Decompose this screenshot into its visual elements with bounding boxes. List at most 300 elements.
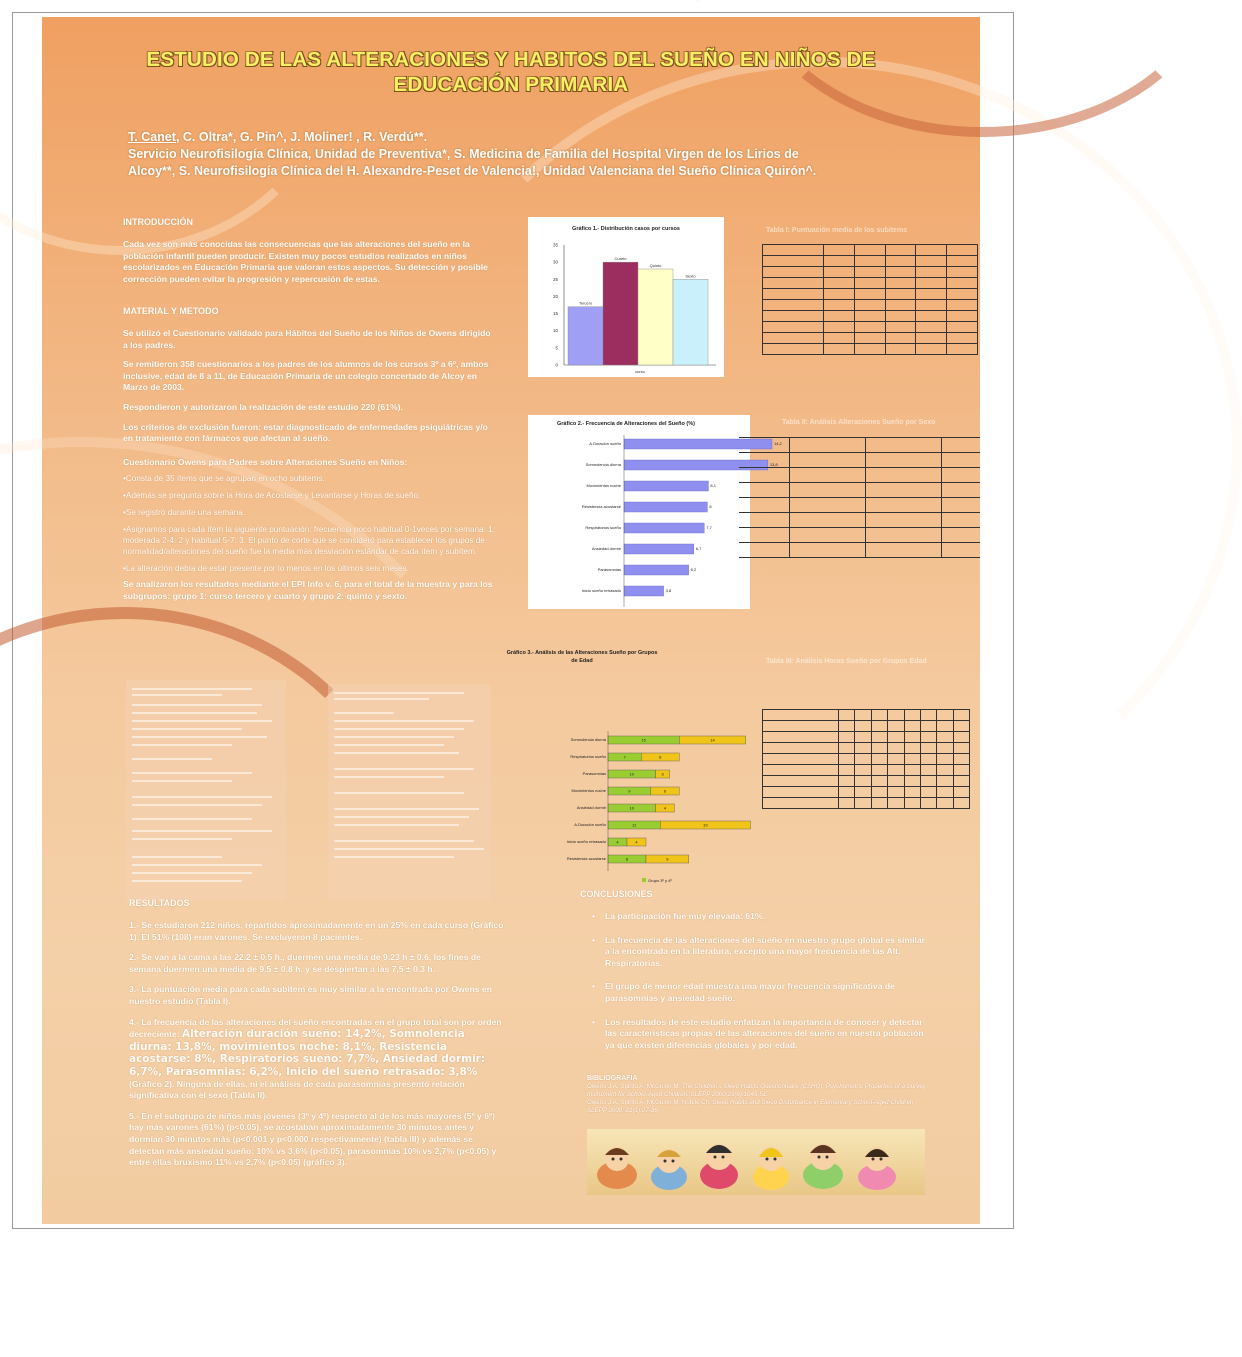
- table-cell: [828, 498, 866, 513]
- table-cell: [942, 483, 980, 498]
- table-cell: [947, 333, 978, 344]
- table-cell: [904, 776, 920, 787]
- table-cell: [854, 289, 885, 300]
- results-heading: RESULTADOS: [129, 898, 190, 908]
- conclusion-text: La frecuencia de las alteraciones del sueño en nuestro grupo global es similar a la encontrada en la literatura, excepto una mayor frecuencia de las Alt. Respiratorias.: [605, 935, 925, 968]
- results-item: 5.- En el subgrupo de niños más jóvenes (3º y 4º) respecto al de los más mayores (5º y 6º) hay más varones (61%) (p<0.05), se acostaban aproximadamente 30 minutos antes y dormían 30 minutos más (p<0.001 y p<0.000 respectivamente) (tabla III) y además se detectan más ansiedad sueño: 10% vs 3,6% (p<0.05), parasomnias 10% vs 2,7% (p<0.05) y entre ellas bruxismo 11% vs 2,7% (p<0.05) (gráfico 3).: [129, 1111, 509, 1169]
- table-cell: [885, 300, 916, 311]
- intro-text: [123, 239, 495, 285]
- table-row: [763, 322, 978, 333]
- table-cell: [947, 245, 978, 256]
- table-cell: [790, 543, 828, 558]
- poster-title: [42, 47, 980, 97]
- table-cell: [942, 453, 980, 468]
- bar-label: Cuarto: [614, 256, 627, 261]
- table-cell: [763, 732, 839, 743]
- table-row: [739, 438, 980, 453]
- table-row: [763, 743, 970, 754]
- table-cell: [854, 311, 885, 322]
- category-label: Movimientos noche: [572, 788, 607, 793]
- table-cell: [885, 322, 916, 333]
- table-cell: [866, 513, 942, 528]
- chart-2: [528, 415, 750, 609]
- table-cell: [947, 256, 978, 267]
- conclusions-heading: CONCLUSIONES: [580, 889, 653, 899]
- bar: [624, 523, 704, 533]
- table-row: [763, 267, 978, 278]
- table-cell: [942, 513, 980, 528]
- reference-item: [587, 1083, 932, 1099]
- table-cell: [916, 289, 947, 300]
- table-cell: [937, 776, 953, 787]
- table-cell: [866, 498, 942, 513]
- value-label: 15: [641, 738, 646, 743]
- table-cell: [904, 743, 920, 754]
- table-cell: [904, 798, 920, 809]
- value-label: 9: [666, 857, 669, 862]
- table-row: [739, 483, 980, 498]
- table-cell: [839, 776, 855, 787]
- table-cell: [790, 468, 828, 483]
- table-cell: [947, 267, 978, 278]
- category-label: Ansiedad dormir: [592, 546, 622, 551]
- table-cell: [739, 438, 790, 453]
- results-highlight: Alteración duración sueño: 14,2%, Somnolencia diurna: 13,8%, movimientos noche: 8,1%, Resistencia acostarse: 8%, Respiratorios sueño: 7,7%, Ansiedad dormir: 6,7%, Parasomnias: 6,2%, Inicio del sueño retrasado: 3,8%: [129, 1028, 485, 1078]
- y-tick-label: 5: [555, 345, 558, 350]
- bar: [638, 269, 673, 365]
- methods-bullet: •La alteración debía de estar presente por lo menos en los últimos seis meses.: [123, 563, 495, 574]
- table-cell: [888, 721, 904, 732]
- category-label: Inicio sueño retrasado: [567, 839, 607, 844]
- methods-paragraph: Cuestionario Owens para Padres sobre Alteraciones Sueño en Niños:: [123, 457, 495, 469]
- affiliation-line: Servicio Neurofisilogía Clínica, Unidad de Preventiva*, S. Medicina de Familia del Hospital Virgen de los Lirios de: [128, 146, 958, 163]
- table-cell: [854, 267, 885, 278]
- table-cell: [904, 721, 920, 732]
- value-label: 8: [709, 504, 712, 509]
- table-cell: [739, 513, 790, 528]
- conclusion-item: [592, 911, 932, 923]
- table-cell: [828, 528, 866, 543]
- title-line: ESTUDIO DE LAS ALTERACIONES Y HABITOS DEL SUEÑO EN NIÑOS DE: [42, 47, 980, 72]
- table-cell: [839, 721, 855, 732]
- value-label: 6,7: [696, 546, 702, 551]
- table-cell: [953, 798, 969, 809]
- questionnaire-panel: [126, 680, 286, 900]
- table-row: [763, 787, 970, 798]
- table-cell: [904, 787, 920, 798]
- conclusion-item: [592, 1017, 932, 1052]
- category-label: A.Duración sueño: [589, 441, 622, 446]
- methods-paragraph: Se utilizó el Cuestionario validado para Hábitos del Sueño de los Niños de Owens dirigido a los padres.: [123, 328, 495, 351]
- table-cell: [916, 300, 947, 311]
- table-row: [739, 543, 980, 558]
- table-cell: [937, 754, 953, 765]
- conclusion-text: La participación fue muy elevada: 61%.: [605, 911, 765, 921]
- table-cell: [916, 344, 947, 355]
- table-cell: [839, 798, 855, 809]
- table-cell: [866, 468, 942, 483]
- table-cell: [871, 798, 887, 809]
- table-cell: [920, 765, 936, 776]
- table-cell: [885, 333, 916, 344]
- table-cell: [916, 256, 947, 267]
- table-cell: [839, 710, 855, 721]
- table-cell: [942, 528, 980, 543]
- children-illustration: [587, 1129, 925, 1195]
- table-row: [739, 528, 980, 543]
- methods-bullet: •Asignamos para cada ítem la siguiente puntuación: frecuencia poco habitual 0-1veces por semana: 1; moderada 2-4: 2 y habitual 5-7: 3. El punto de corte que se consideró para establecer los grupos de normalidad/alteraciones del sueño fue la media más desviación estándar de cada ítem y subítem.: [123, 524, 495, 557]
- y-tick-label: 20: [553, 294, 559, 299]
- table-cell: [885, 311, 916, 322]
- table-cell: [885, 344, 916, 355]
- value-label: 10: [630, 772, 635, 777]
- table-cell: [739, 528, 790, 543]
- legend-label: Grupo 3º y 4º: [648, 878, 672, 883]
- table-cell: [904, 765, 920, 776]
- table-cell: [953, 732, 969, 743]
- bullet: •: [592, 911, 605, 923]
- table-row: [763, 776, 970, 787]
- table-row: [763, 721, 970, 732]
- legend-swatch: [642, 878, 646, 882]
- category-label: Somnolencia diurna: [571, 737, 607, 742]
- table-cell: [937, 721, 953, 732]
- table-cell: [947, 311, 978, 322]
- table-cell: [824, 278, 855, 289]
- table-cell: [790, 438, 828, 453]
- bullet: •: [592, 935, 605, 947]
- authors-block: [128, 129, 958, 180]
- category-label: Parasomnias: [598, 567, 621, 572]
- table-cell: [763, 245, 824, 256]
- value-label: 10: [630, 806, 635, 811]
- methods-text: [123, 328, 495, 603]
- table-cell: [953, 743, 969, 754]
- table-cell: [854, 278, 885, 289]
- bar: [624, 481, 708, 491]
- category-label: Resistencia acostarse: [582, 504, 622, 509]
- table-cell: [942, 438, 980, 453]
- methods-heading: MATERIAL Y METODO: [123, 306, 219, 316]
- table-cell: [871, 754, 887, 765]
- category-label: Resistencia acostarse: [567, 856, 607, 861]
- table-row: [763, 710, 970, 721]
- table-1: [762, 244, 978, 355]
- table-cell: [953, 721, 969, 732]
- value-label: 3,8: [666, 588, 672, 593]
- table-cell: [942, 468, 980, 483]
- table-cell: [824, 267, 855, 278]
- chart-1-svg: [528, 217, 724, 377]
- results-item: [129, 1017, 509, 1102]
- reference-authors: Owens J.A, Spirito A, McGuinn M, Nobile Ch.: [587, 1099, 713, 1106]
- table-cell: [739, 453, 790, 468]
- table-cell: [920, 721, 936, 732]
- table-cell: [790, 483, 828, 498]
- category-label: Inicio sueño retrasado: [582, 588, 622, 593]
- table-cell: [888, 732, 904, 743]
- methods-paragraph: Se remitieron 358 cuestionarios a los padres de los alumnos de los cursos 3º a 6º, ambos inclusive, edad de 8 a 11, de Educación Primaria de un colegio concertado de Alcoy en Marzo de 2003.: [123, 359, 495, 394]
- table-cell: [888, 776, 904, 787]
- table-cell: [763, 333, 824, 344]
- reference-authors: Owens J.A, Spirito A, McGuinn M.: [587, 1083, 682, 1090]
- table-cell: [824, 245, 855, 256]
- table-cell: [854, 245, 885, 256]
- table-cell: [871, 732, 887, 743]
- bullet: •: [592, 981, 605, 993]
- table-cell: [947, 322, 978, 333]
- table-cell: [763, 278, 824, 289]
- table-cell: [828, 438, 866, 453]
- table-row: [739, 453, 980, 468]
- value-label: 8: [626, 857, 629, 862]
- table-2-caption: Tabla II: Análisis Alteraciones Sueño por Sexo: [782, 419, 957, 426]
- table-cell: [920, 743, 936, 754]
- table-cell: [947, 344, 978, 355]
- bar: [624, 565, 689, 575]
- table-cell: [824, 344, 855, 355]
- chart-title: de Edad: [571, 658, 592, 664]
- lead-author: T. Canet: [128, 130, 176, 144]
- category-label: Respiratorios sueño: [585, 525, 621, 530]
- methods-bullet: •Consta de 35 ítems que se agrupan en ocho subitems.: [123, 473, 495, 484]
- bar-label: Tercero: [579, 301, 593, 306]
- table-cell: [763, 344, 824, 355]
- table-cell: [916, 333, 947, 344]
- table-cell: [866, 543, 942, 558]
- table-cell: [763, 754, 839, 765]
- reference-item: [587, 1099, 932, 1115]
- category-label: A.Duración sueño: [574, 822, 607, 827]
- methods-paragraph: Respondieron y autorizaron la realización de este estudio 220 (61%).: [123, 402, 495, 414]
- table-cell: [871, 776, 887, 787]
- bar-label: Quinto: [650, 263, 663, 268]
- table-cell: [855, 776, 871, 787]
- table-cell: [854, 322, 885, 333]
- table-cell: [855, 787, 871, 798]
- poster: [42, 17, 980, 1224]
- table-cell: [855, 721, 871, 732]
- table-cell: [790, 528, 828, 543]
- value-label: 14: [710, 738, 715, 743]
- reference-title: The Children's Sleep Habits Questionnaire (CSHQ): Psychometric Properties of a Survey Instrument for School-Aged Children. SLEPP 2000;23(8):1043-51.: [587, 1083, 926, 1098]
- table-cell: [937, 765, 953, 776]
- y-tick-label: 0: [555, 363, 558, 368]
- conclusion-text: Los resultados de este estudio enfatizan la importancia de conocer y detectar las características propias de las alteraciones del sueño en nuestra población ya que existen diferencias globales y por edad.: [605, 1017, 924, 1050]
- methods-bullet: •Además se pregunta sobre la Hora de Acostarse y Levantarse y Horas de sueño.: [123, 490, 495, 501]
- table-cell: [871, 787, 887, 798]
- chart-title: Gráfico 3.- Análisis de las Alteraciones Sueño por Grupos: [507, 650, 658, 656]
- methods-paragraph: Los criterios de exclusión fueron: estar diagnosticado de enfermedades psiquiátricas y/o en tratamiento con fármacos que afectan al sueño.: [123, 422, 495, 445]
- chart-title: Gráfico 1.- Distribución casos por cursos: [572, 226, 680, 232]
- table-row: [763, 732, 970, 743]
- bar: [673, 279, 708, 365]
- table-cell: [904, 754, 920, 765]
- author-names: , C. Oltra*, G. Pin^, J. Moliner! , R. Verdú**.: [176, 130, 427, 144]
- x-axis-label: curso: [635, 369, 646, 374]
- table-row: [763, 278, 978, 289]
- bar-label: Sexto: [685, 273, 696, 278]
- table-cell: [855, 710, 871, 721]
- table-cell: [947, 289, 978, 300]
- category-label: Parasomnias: [583, 771, 606, 776]
- table-cell: [953, 776, 969, 787]
- value-label: 11: [632, 823, 637, 828]
- results-fragment: 4.- La frecuencia de las alteraciones del sueño encontradas en el grupo total son por orden decreciente:: [129, 1017, 502, 1040]
- questionnaire-panel: [328, 684, 491, 899]
- bibliography-heading: BIBLIOGRAFÍA: [587, 1075, 932, 1082]
- category-label: Ansiedad dormir: [577, 805, 607, 810]
- value-label: 7,7: [706, 525, 712, 530]
- table-cell: [871, 765, 887, 776]
- conclusion-item: [592, 935, 932, 970]
- table-cell: [739, 498, 790, 513]
- results-item: 1.- Se estudiaron 212 niños, repartidos aproximadamente en un 25% en cada curso (Gráfico 1). El 51% (108) eran varones. Se excluyeron 8 pacientes.: [129, 920, 509, 943]
- table-cell: [739, 543, 790, 558]
- authors-line: [128, 129, 958, 146]
- chart-1: [528, 217, 724, 377]
- table-cell: [824, 289, 855, 300]
- table-cell: [866, 528, 942, 543]
- table-row: [763, 256, 978, 267]
- y-tick-label: 25: [553, 277, 559, 282]
- table-row: [739, 468, 980, 483]
- value-label: 3: [662, 772, 665, 777]
- chart-title: Gráfico 2.- Frecuencia de Alteraciones del Sueño (%): [557, 421, 695, 427]
- table-cell: [885, 289, 916, 300]
- chart-3-svg: [512, 645, 740, 883]
- table-cell: [854, 333, 885, 344]
- table-cell: [824, 311, 855, 322]
- y-tick-label: 15: [553, 311, 559, 316]
- table-cell: [763, 311, 824, 322]
- table-cell: [824, 322, 855, 333]
- table-cell: [937, 710, 953, 721]
- table-cell: [839, 732, 855, 743]
- intro-heading: INTRODUCCIÓN: [123, 217, 193, 227]
- value-label: 6: [664, 789, 667, 794]
- table-cell: [855, 765, 871, 776]
- table-cell: [854, 300, 885, 311]
- table-cell: [953, 765, 969, 776]
- title-line: EDUCACIÓN PRIMARIA: [42, 72, 980, 97]
- table-row: [763, 765, 970, 776]
- table-cell: [942, 498, 980, 513]
- table-cell: [739, 468, 790, 483]
- table-cell: [916, 278, 947, 289]
- value-label: 7: [624, 755, 627, 760]
- results-item: 3.- La puntuación media para cada subitem es muy similar a la encontrada por Owens en nuestro estudio (Tabla I).: [129, 984, 509, 1007]
- table-cell: [920, 776, 936, 787]
- table-cell: [866, 483, 942, 498]
- table-3: [762, 709, 970, 809]
- value-label: 6,2: [691, 567, 697, 572]
- table-row: [763, 333, 978, 344]
- table-cell: [855, 732, 871, 743]
- table-cell: [866, 453, 942, 468]
- table-cell: [855, 754, 871, 765]
- y-tick-label: 10: [553, 328, 559, 333]
- table-cell: [763, 322, 824, 333]
- table-cell: [790, 498, 828, 513]
- table-cell: [855, 743, 871, 754]
- results-fragment: (Gráfico 2). Ninguna de ellas, ni el análisis de cada parasomnias presentó relación significativa con el sexo (Tabla II).: [129, 1079, 465, 1101]
- value-label: 13,8: [770, 462, 779, 467]
- table-cell: [854, 344, 885, 355]
- category-label: Movimientos noche: [587, 483, 622, 488]
- table-cell: [790, 513, 828, 528]
- methods-bullet: •Se registró durante una semana.: [123, 507, 495, 518]
- reference-title: Sleep Habits and Sleep Disturbance in Elementary School-Aged Children. SLEPP 2000; 21(1):27-36.: [587, 1099, 915, 1114]
- table-cell: [839, 787, 855, 798]
- value-label: 14,2: [774, 441, 783, 446]
- table-cell: [937, 732, 953, 743]
- table-cell: [916, 245, 947, 256]
- table-cell: [937, 743, 953, 754]
- table-cell: [828, 483, 866, 498]
- value-label: 4: [616, 840, 619, 845]
- table-cell: [904, 710, 920, 721]
- table-cell: [953, 787, 969, 798]
- table-cell: [920, 798, 936, 809]
- table-cell: [866, 438, 942, 453]
- table-cell: [871, 721, 887, 732]
- chart-3: [512, 645, 740, 883]
- table-cell: [855, 798, 871, 809]
- bar: [568, 307, 603, 365]
- bar: [624, 586, 664, 596]
- table-row: [763, 311, 978, 322]
- table-row: [763, 798, 970, 809]
- category-label: Respiratorios sueño: [570, 754, 606, 759]
- table-cell: [904, 732, 920, 743]
- y-tick-label: 35: [553, 243, 559, 248]
- table-cell: [885, 267, 916, 278]
- methods-paragraph: Se analizaron los resultados mediante el EPI Info v. 6, para el total de la muestra y para los subgrupos: grupo 1: curso tercero y cuarto y grupo 2: quinto y sexto.: [123, 579, 495, 602]
- table-3-caption: Tabla III: Análisis Horas Sueño por Grupos Edad: [766, 658, 956, 665]
- table-1-caption: Tabla I: Puntuación media de los subitems: [766, 227, 916, 234]
- table-cell: [763, 798, 839, 809]
- table-cell: [888, 787, 904, 798]
- value-label: 9: [628, 789, 631, 794]
- chart-2-svg: [528, 415, 750, 609]
- results-text: [129, 920, 509, 1169]
- table-cell: [790, 453, 828, 468]
- table-cell: [871, 710, 887, 721]
- table-cell: [763, 300, 824, 311]
- conclusion-text: El grupo de menor edad muestra una mayor frecuencia significativa de parasomnias y ansiedad sueño.: [605, 981, 895, 1003]
- table-cell: [824, 333, 855, 344]
- table-cell: [920, 787, 936, 798]
- value-label: 8,1: [710, 483, 716, 488]
- table-cell: [763, 776, 839, 787]
- table-cell: [763, 256, 824, 267]
- y-tick-label: 30: [553, 260, 559, 265]
- affiliation-line: Alcoy**, S. Neurofisilogía Clínica del H. Alexandre-Peset de Valencia!, Unidad Valenciana del Sueño Clínica Quirón^.: [128, 163, 958, 180]
- table-cell: [920, 732, 936, 743]
- table-row: [763, 344, 978, 355]
- table-cell: [916, 267, 947, 278]
- table-cell: [828, 453, 866, 468]
- table-cell: [885, 245, 916, 256]
- table-row: [739, 513, 980, 528]
- category-label: Somnolencia diurna: [586, 462, 622, 467]
- table-cell: [888, 743, 904, 754]
- table-cell: [854, 256, 885, 267]
- table-cell: [763, 289, 824, 300]
- table-cell: [888, 765, 904, 776]
- table-cell: [916, 322, 947, 333]
